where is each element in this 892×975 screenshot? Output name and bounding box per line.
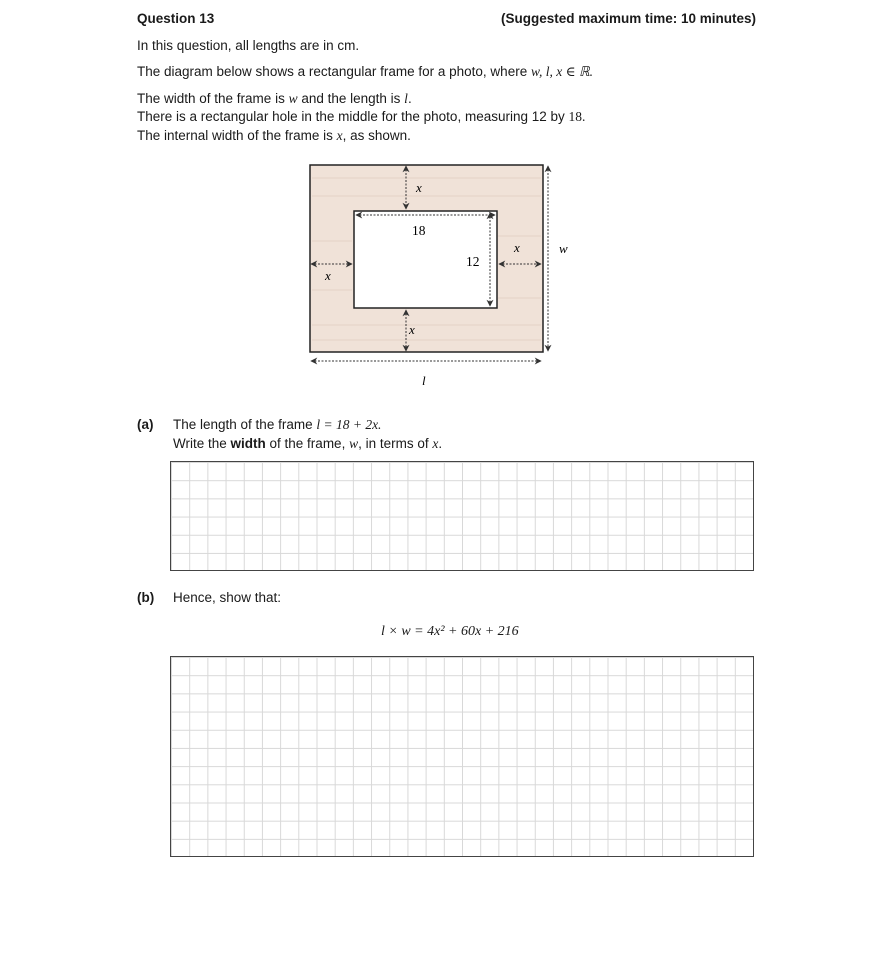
part-a-line-2: Write the width of the frame, w, in terms of x. xyxy=(173,436,443,451)
domain-math: w, l, x ∈ ℝ. xyxy=(530,64,594,79)
label-18: 18 xyxy=(412,223,426,238)
label-12: 12 xyxy=(466,254,480,269)
part-a-label: (a) xyxy=(137,417,154,432)
intro-line-3: The width of the frame is w and the length is l. xyxy=(137,91,412,106)
label-l: l xyxy=(422,373,426,388)
answer-box-a[interactable] xyxy=(170,461,754,571)
answer-box-b[interactable] xyxy=(170,656,754,857)
label-bottom-x: x xyxy=(409,322,415,337)
part-b-label: (b) xyxy=(137,590,155,605)
question-number: Question 13 xyxy=(137,11,215,26)
label-left-x: x xyxy=(325,268,331,283)
label-w: w xyxy=(559,241,568,256)
intro-line-4: There is a rectangular hole in the middle for the photo, measuring 12 by 18. xyxy=(137,109,586,124)
intro-line-5: The internal width of the frame is x, as shown. xyxy=(137,128,411,143)
length-equation: l = 18 + 2x. xyxy=(316,417,382,432)
show-that-equation: l × w = 4x² + 60x + 216 xyxy=(381,624,519,639)
intro-line-1: In this question, all lengths are in cm. xyxy=(137,38,360,53)
frame-diagram xyxy=(0,0,892,410)
part-a-line-1: The length of the frame l = 18 + 2x. xyxy=(173,417,382,432)
intro-line-2: The diagram below shows a rectangular frame for a photo, where w, l, x ∈ ℝ. xyxy=(137,64,594,79)
suggested-time: (Suggested maximum time: 10 minutes) xyxy=(501,11,757,26)
label-top-x: x xyxy=(416,180,422,195)
label-right-x: x xyxy=(514,240,520,255)
part-b-line-1: Hence, show that: xyxy=(173,590,282,605)
